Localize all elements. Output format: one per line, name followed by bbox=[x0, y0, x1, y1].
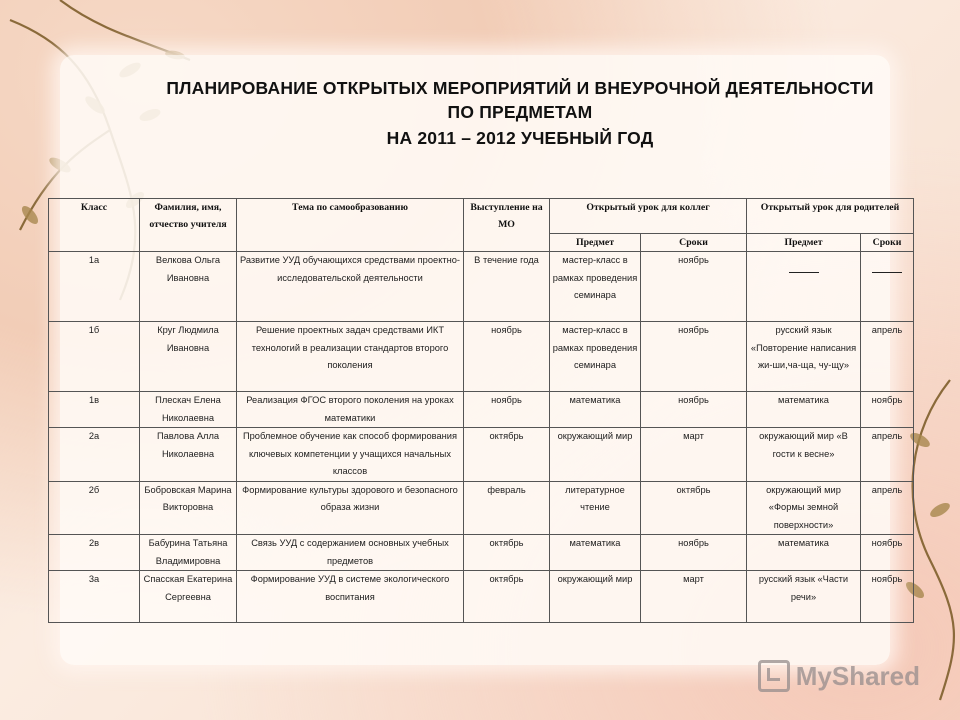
header-open-parents: Открытый урок для родителей bbox=[747, 199, 914, 234]
cell-parents-date: ноябрь bbox=[861, 535, 914, 571]
cell-teacher: Павлова Алла Николаевна bbox=[140, 428, 237, 482]
cell-topic: Решение проектных задач средствами ИКТ технологий в реализации стандартов второго поколения bbox=[237, 322, 464, 392]
cell-topic: Проблемное обучение как способ формирования ключевых компетенции у учащихся начальных классов bbox=[237, 428, 464, 482]
cell-parents-date: ноябрь bbox=[861, 571, 914, 623]
cell-parents-subject: окружающий мир «В гости к весне» bbox=[747, 428, 861, 482]
cell-mo: февраль bbox=[464, 481, 550, 535]
cell-topic: Развитие УУД обучающихся средствами проектно-исследовательской деятельности bbox=[237, 252, 464, 322]
watermark-logo bbox=[758, 660, 920, 692]
header-colleagues-dates: Сроки bbox=[641, 234, 747, 252]
cell-class: 1а bbox=[49, 252, 140, 322]
cell-mo: октябрь bbox=[464, 535, 550, 571]
plan-table bbox=[48, 198, 914, 623]
cell-parents-subject: русский язык «Повторение написания жи-ши,ча-ща, чу-щу» bbox=[747, 322, 861, 392]
cell-teacher: Бобровская Марина Викторовна bbox=[140, 481, 237, 535]
cell-class: 2б bbox=[49, 481, 140, 535]
cell-mo: ноябрь bbox=[464, 392, 550, 428]
header-parents-subject: Предмет bbox=[747, 234, 861, 252]
watermark-text: MyShared bbox=[795, 660, 920, 691]
cell-colleagues-subject: литературное чтение bbox=[550, 481, 641, 535]
cell-parents-date: апрель bbox=[861, 428, 914, 482]
cell-colleagues-date: ноябрь bbox=[641, 252, 747, 322]
empty-dash bbox=[872, 266, 902, 273]
cell-topic: Формирование УУД в системе экологического воспитания bbox=[237, 571, 464, 623]
page-title-line3: НА 2011 – 2012 УЧЕБНЫЙ ГОД bbox=[386, 128, 654, 148]
cell-colleagues-date: ноябрь bbox=[641, 322, 747, 392]
cell-colleagues-date: март bbox=[641, 571, 747, 623]
page-title-line1: ПЛАНИРОВАНИЕ ОТКРЫТЫХ МЕРОПРИЯТИЙ И ВНЕУРОЧНОЙ ДЕЯТЕЛЬНОСТИ bbox=[166, 78, 874, 98]
cell-mo: октябрь bbox=[464, 428, 550, 482]
cell-parents-subject: окружающий мир «Формы земной поверхности» bbox=[747, 481, 861, 535]
cell-colleagues-date: ноябрь bbox=[641, 535, 747, 571]
cell-colleagues-subject: математика bbox=[550, 535, 641, 571]
empty-dash bbox=[789, 266, 819, 273]
table-row bbox=[49, 535, 914, 571]
cell-mo: В течение года bbox=[464, 252, 550, 322]
header-teacher: Фамилия, имя, отчество учителя bbox=[140, 199, 237, 252]
cell-teacher: Плескач Елена Николаевна bbox=[140, 392, 237, 428]
cell-parents-subject: математика bbox=[747, 535, 861, 571]
cell-class: 3а bbox=[49, 571, 140, 623]
cell-parents-date: ноябрь bbox=[861, 392, 914, 428]
header-open-colleagues: Открытый урок для коллег bbox=[550, 199, 747, 234]
cell-parents-date bbox=[861, 252, 914, 322]
table-row bbox=[49, 322, 914, 392]
cell-mo: ноябрь bbox=[464, 322, 550, 392]
cell-class: 1в bbox=[49, 392, 140, 428]
header-colleagues-subject: Предмет bbox=[550, 234, 641, 252]
cell-colleagues-subject: математика bbox=[550, 392, 641, 428]
cell-colleagues-date: октябрь bbox=[641, 481, 747, 535]
cell-topic: Реализация ФГОС второго поколения на уроках математики bbox=[237, 392, 464, 428]
cell-teacher: Велкова Ольга Ивановна bbox=[140, 252, 237, 322]
header-parents-dates: Сроки bbox=[861, 234, 914, 252]
cell-colleagues-subject: окружающий мир bbox=[550, 428, 641, 482]
table-row bbox=[49, 252, 914, 322]
cell-teacher: Круг Людмила Ивановна bbox=[140, 322, 237, 392]
header-topic: Тема по самообразованию bbox=[237, 199, 464, 252]
cell-topic: Формирование культуры здорового и безопасного образа жизни bbox=[237, 481, 464, 535]
cell-topic: Связь УУД с содержанием основных учебных предметов bbox=[237, 535, 464, 571]
cell-teacher: Спасская Екатерина Сергеевна bbox=[140, 571, 237, 623]
cell-colleagues-subject: мастер-класс в рамках проведения семинара bbox=[550, 322, 641, 392]
cell-class: 1б bbox=[49, 322, 140, 392]
header-mo: Выступление на МО bbox=[464, 199, 550, 252]
cell-colleagues-subject: мастер-класс в рамках проведения семинара bbox=[550, 252, 641, 322]
table-row bbox=[49, 571, 914, 623]
cell-parents-subject: математика bbox=[747, 392, 861, 428]
table-row bbox=[49, 481, 914, 535]
table-row bbox=[49, 392, 914, 428]
page-title-line2: ПО ПРЕДМЕТАМ bbox=[447, 102, 593, 122]
header-class: Класс bbox=[49, 199, 140, 252]
cell-class: 2в bbox=[49, 535, 140, 571]
myshared-icon bbox=[758, 660, 790, 692]
cell-parents-date: апрель bbox=[861, 322, 914, 392]
cell-colleagues-date: ноябрь bbox=[641, 392, 747, 428]
cell-colleagues-subject: окружающий мир bbox=[550, 571, 641, 623]
table-row bbox=[49, 428, 914, 482]
cell-colleagues-date: март bbox=[641, 428, 747, 482]
cell-parents-date: апрель bbox=[861, 481, 914, 535]
cell-class: 2а bbox=[49, 428, 140, 482]
cell-mo: октябрь bbox=[464, 571, 550, 623]
cell-parents-subject bbox=[747, 252, 861, 322]
cell-parents-subject: русский язык «Части речи» bbox=[747, 571, 861, 623]
cell-teacher: Бабурина Татьяна Владимировна bbox=[140, 535, 237, 571]
